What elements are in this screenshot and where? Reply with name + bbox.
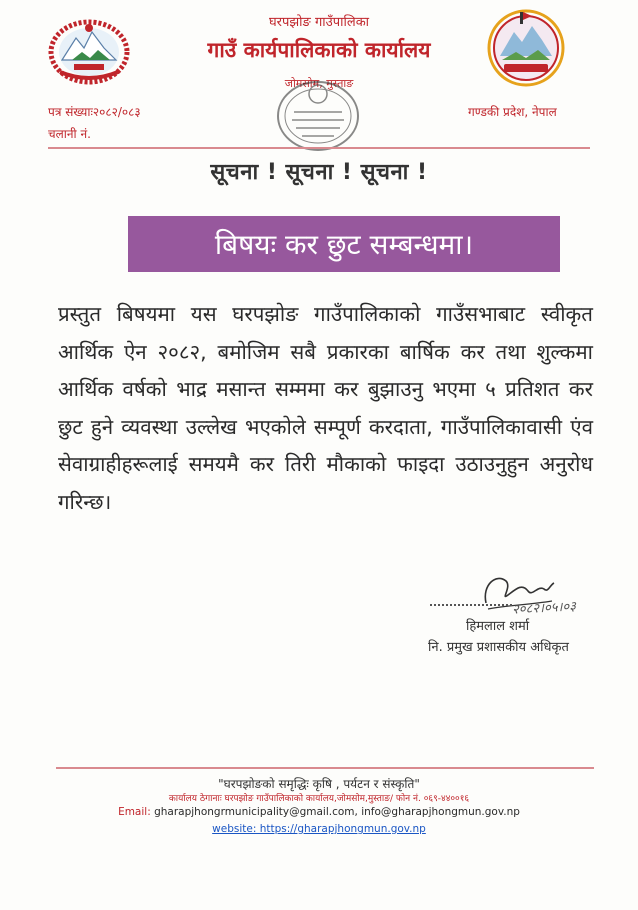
municipality-name: घरपझोङ गाउँपालिका <box>268 15 370 30</box>
signature-date: २०८२।०५।०३ <box>511 599 577 618</box>
signer-name: हिमलाल शर्मा <box>466 619 530 634</box>
office-stamp-icon <box>270 68 366 164</box>
email-label: Email: <box>118 806 151 818</box>
footer-motto: "घरपझोङको समृद्धिः कृषि , पर्यटन र संस्कृति" <box>218 777 420 791</box>
dispatch-number: चलानी नं. <box>48 127 91 141</box>
footer-divider <box>56 767 594 769</box>
footer-address: कार्यालय ठेगानाः घरपझोङ गाउँपालिकाको कार्यालय,जोमसोम,मुस्ताङ/ फोन नं. ०६९-४४००१६ <box>168 794 470 804</box>
notice-title: सूचना ! सूचना ! सूचना ! <box>210 160 428 185</box>
email-link[interactable]: gharapjhongrmunicipality@gmail.com, info@gharapjhongmun.gov.np <box>154 806 520 818</box>
office-location: जोमसोम, मुस्ताङ <box>284 77 354 90</box>
signer-title: नि. प्रमुख प्रशासकीय अधिकृत <box>428 640 569 655</box>
website-link[interactable]: website: https://gharapjhongmun.gov.np <box>212 823 426 835</box>
province-name: गण्डकी प्रदेश, नेपाल <box>468 105 557 119</box>
reference-number: पत्र संख्याः२०८२/०८३ <box>48 105 141 119</box>
header-divider <box>48 147 590 149</box>
footer-email <box>0 806 638 818</box>
notice-body: प्रस्तुत बिषयमा यस घरपझोङ गाउँपालिकाको गाउँसभाबाट स्वीकृत आर्थिक ऐन २०८२, बमोजिम सबै प्रकारका बार्षिक कर तथा शुल्कमा आर्थिक वर्षको भाद्र मसान्त सम्ममा कर बुझाउनु भएमा ५ प्रतिशत कर छुट हुने व्यवस्था उल्लेख भएकोले सम्पूर्ण करदाता, गाउँपालिकावासी एंव सेवाग्राहीहरूलाई समयमै कर तिरी मौकाको फाइदा उठाउनुहुन अनुरोध गरिन्छ। <box>58 302 593 514</box>
signature-line <box>430 604 512 606</box>
office-name: गाउँ कार्यपालिकाको कार्यालय <box>207 38 431 62</box>
subject-text: बिषयः कर छुट सम्बन्धमा। <box>214 228 474 261</box>
